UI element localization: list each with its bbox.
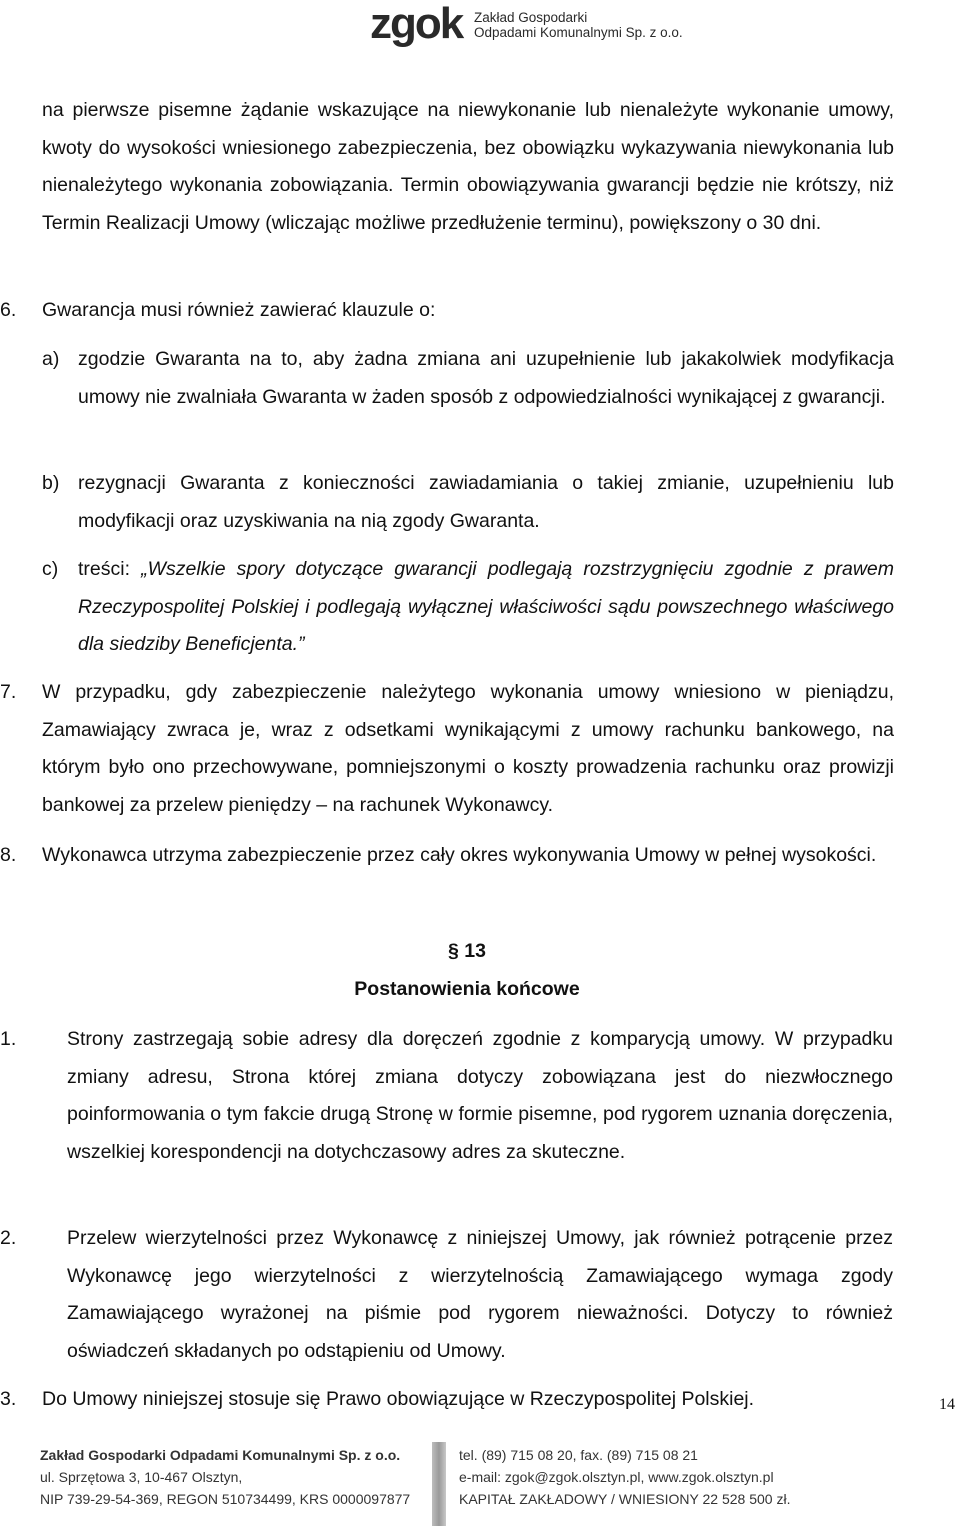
footer-company-name: Zakład Gospodarki Odpadami Komunalnymi Sp. z o.o. <box>40 1447 401 1463</box>
footer-registry: NIP 739-29-54-369, REGON 510734499, KRS 0000097877 <box>40 1491 411 1507</box>
item-6c-lead: treści: <box>78 558 142 580</box>
section-title: Postanowienia końcowe <box>354 978 580 1000</box>
item-6a-label: a) <box>42 348 60 370</box>
final-item-1-text: Strony zastrzegają sobie adresy dla doręczeń zgodnie z komparycją umowy. W przypadku zmiany adresu, Strona której zmiana dotyczy zobowiązana jest do niezwłocznego poinformowania o tym fakcie drugą Stronę w formie pisemne, pod rygorem uznania doręczenia, wszelkiej korespondencji na dotychczasowy adres za skuteczne. <box>67 1028 893 1164</box>
item-6b-label: b) <box>42 472 60 494</box>
section-number: § 13 <box>448 940 486 962</box>
item-6c-quote: „Wszelkie spory dotyczące gwarancji podlegają rozstrzygnięciu zgodnie z prawem Rzeczypospolitej Polskiej i podlegają wyłącznej właściwości sądu powszechnego właściwego dla siedziby Beneficjenta.” <box>78 558 894 656</box>
page-number: 14 <box>939 1396 955 1413</box>
final-item-3-number: 3. <box>0 1388 17 1410</box>
item-7-number: 7. <box>0 681 17 703</box>
company-logo: zgok <box>370 0 463 48</box>
final-item-2-text: Przelew wierzytelności przez Wykonawcę z niniejszej Umowy, jak również potrącenie przez Wykonawcę jego wierzytelności z wierzytelnością Zamawiającego wymaga zgody Zamawiającego wyrażonej na piśmie pod rygorem nieważności. Dotyczy to również oświadczeń składanych po odstąpieniu od Umowy. <box>67 1227 893 1363</box>
footer-capital: KAPITAŁ ZAKŁADOWY / WNIESIONY 22 528 500 zł. <box>459 1491 791 1507</box>
footer-email: e-mail: zgok@zgok.olsztyn.pl, www.zgok.olsztyn.pl <box>459 1469 774 1485</box>
intro-paragraph: na pierwsze pisemne żądanie wskazujące na niewykonanie lub nienależyte wykonanie umowy, kwoty do wysokości wniesionego zabezpieczenia, bez obowiązku wykazywania niewykonania lub nienależytego wykonania zobowiązania. Termin obowiązywania gwarancji będzie nie krótszy, niż Termin Realizacji Umowy (wliczając możliwe przedłużenie terminu), powiększony o 30 dni. <box>42 99 894 235</box>
item-6c-label: c) <box>42 558 59 580</box>
final-item-1-number: 1. <box>0 1028 17 1050</box>
company-name-line2: Odpadami Komunalnymi Sp. z o.o. <box>474 25 683 40</box>
item-6c-text <box>78 551 894 664</box>
footer-right <box>459 1444 790 1510</box>
page-footer <box>0 1440 960 1527</box>
item-8-text: Wykonawca utrzyma zabezpieczenie przez cały okres wykonywania Umowy w pełnej wysokości. <box>42 844 877 866</box>
final-item-2-number: 2. <box>0 1227 17 1249</box>
item-6-text: Gwarancja musi również zawierać klauzule o: <box>42 299 436 321</box>
final-item-3-text: Do Umowy niniejszej stosuje się Prawo obowiązujące w Rzeczypospolitej Polskiej. <box>42 1388 755 1410</box>
item-6-number: 6. <box>0 299 17 321</box>
footer-address: ul. Sprzętowa 3, 10-467 Olsztyn, <box>40 1469 243 1485</box>
footer-phone: tel. (89) 715 08 20, fax. (89) 715 08 21 <box>459 1447 698 1463</box>
page-header <box>0 0 960 50</box>
item-7-text: W przypadku, gdy zabezpieczenie należytego wykonania umowy wniesiono w pieniądzu, Zamawiający zwraca je, wraz z odsetkami wynikającymi z umowy rachunku bankowego, na którym było ono przechowywane, pomniejszonymi o koszty prowadzenia rachunku oraz prowizji bankowej za przelew pieniędzy – na rachunek Wykonawcy. <box>42 681 894 817</box>
footer-left <box>40 1444 410 1510</box>
item-8-number: 8. <box>0 844 17 866</box>
company-name <box>474 10 683 40</box>
company-name-line1: Zakład Gospodarki <box>474 10 588 25</box>
item-6a-text: zgodzie Gwaranta na to, aby żadna zmiana ani uzupełnienie lub jakakolwiek modyfikacja umowy nie zwalniała Gwaranta w żaden sposób z odpowiedzialności wynikającej z gwarancji. <box>78 348 894 408</box>
footer-divider <box>432 1442 446 1526</box>
item-6b-text: rezygnacji Gwaranta z konieczności zawiadamiania o takiej zmianie, uzupełnieniu lub modyfikacji oraz uzyskiwania na nią zgody Gwaranta. <box>78 472 894 532</box>
